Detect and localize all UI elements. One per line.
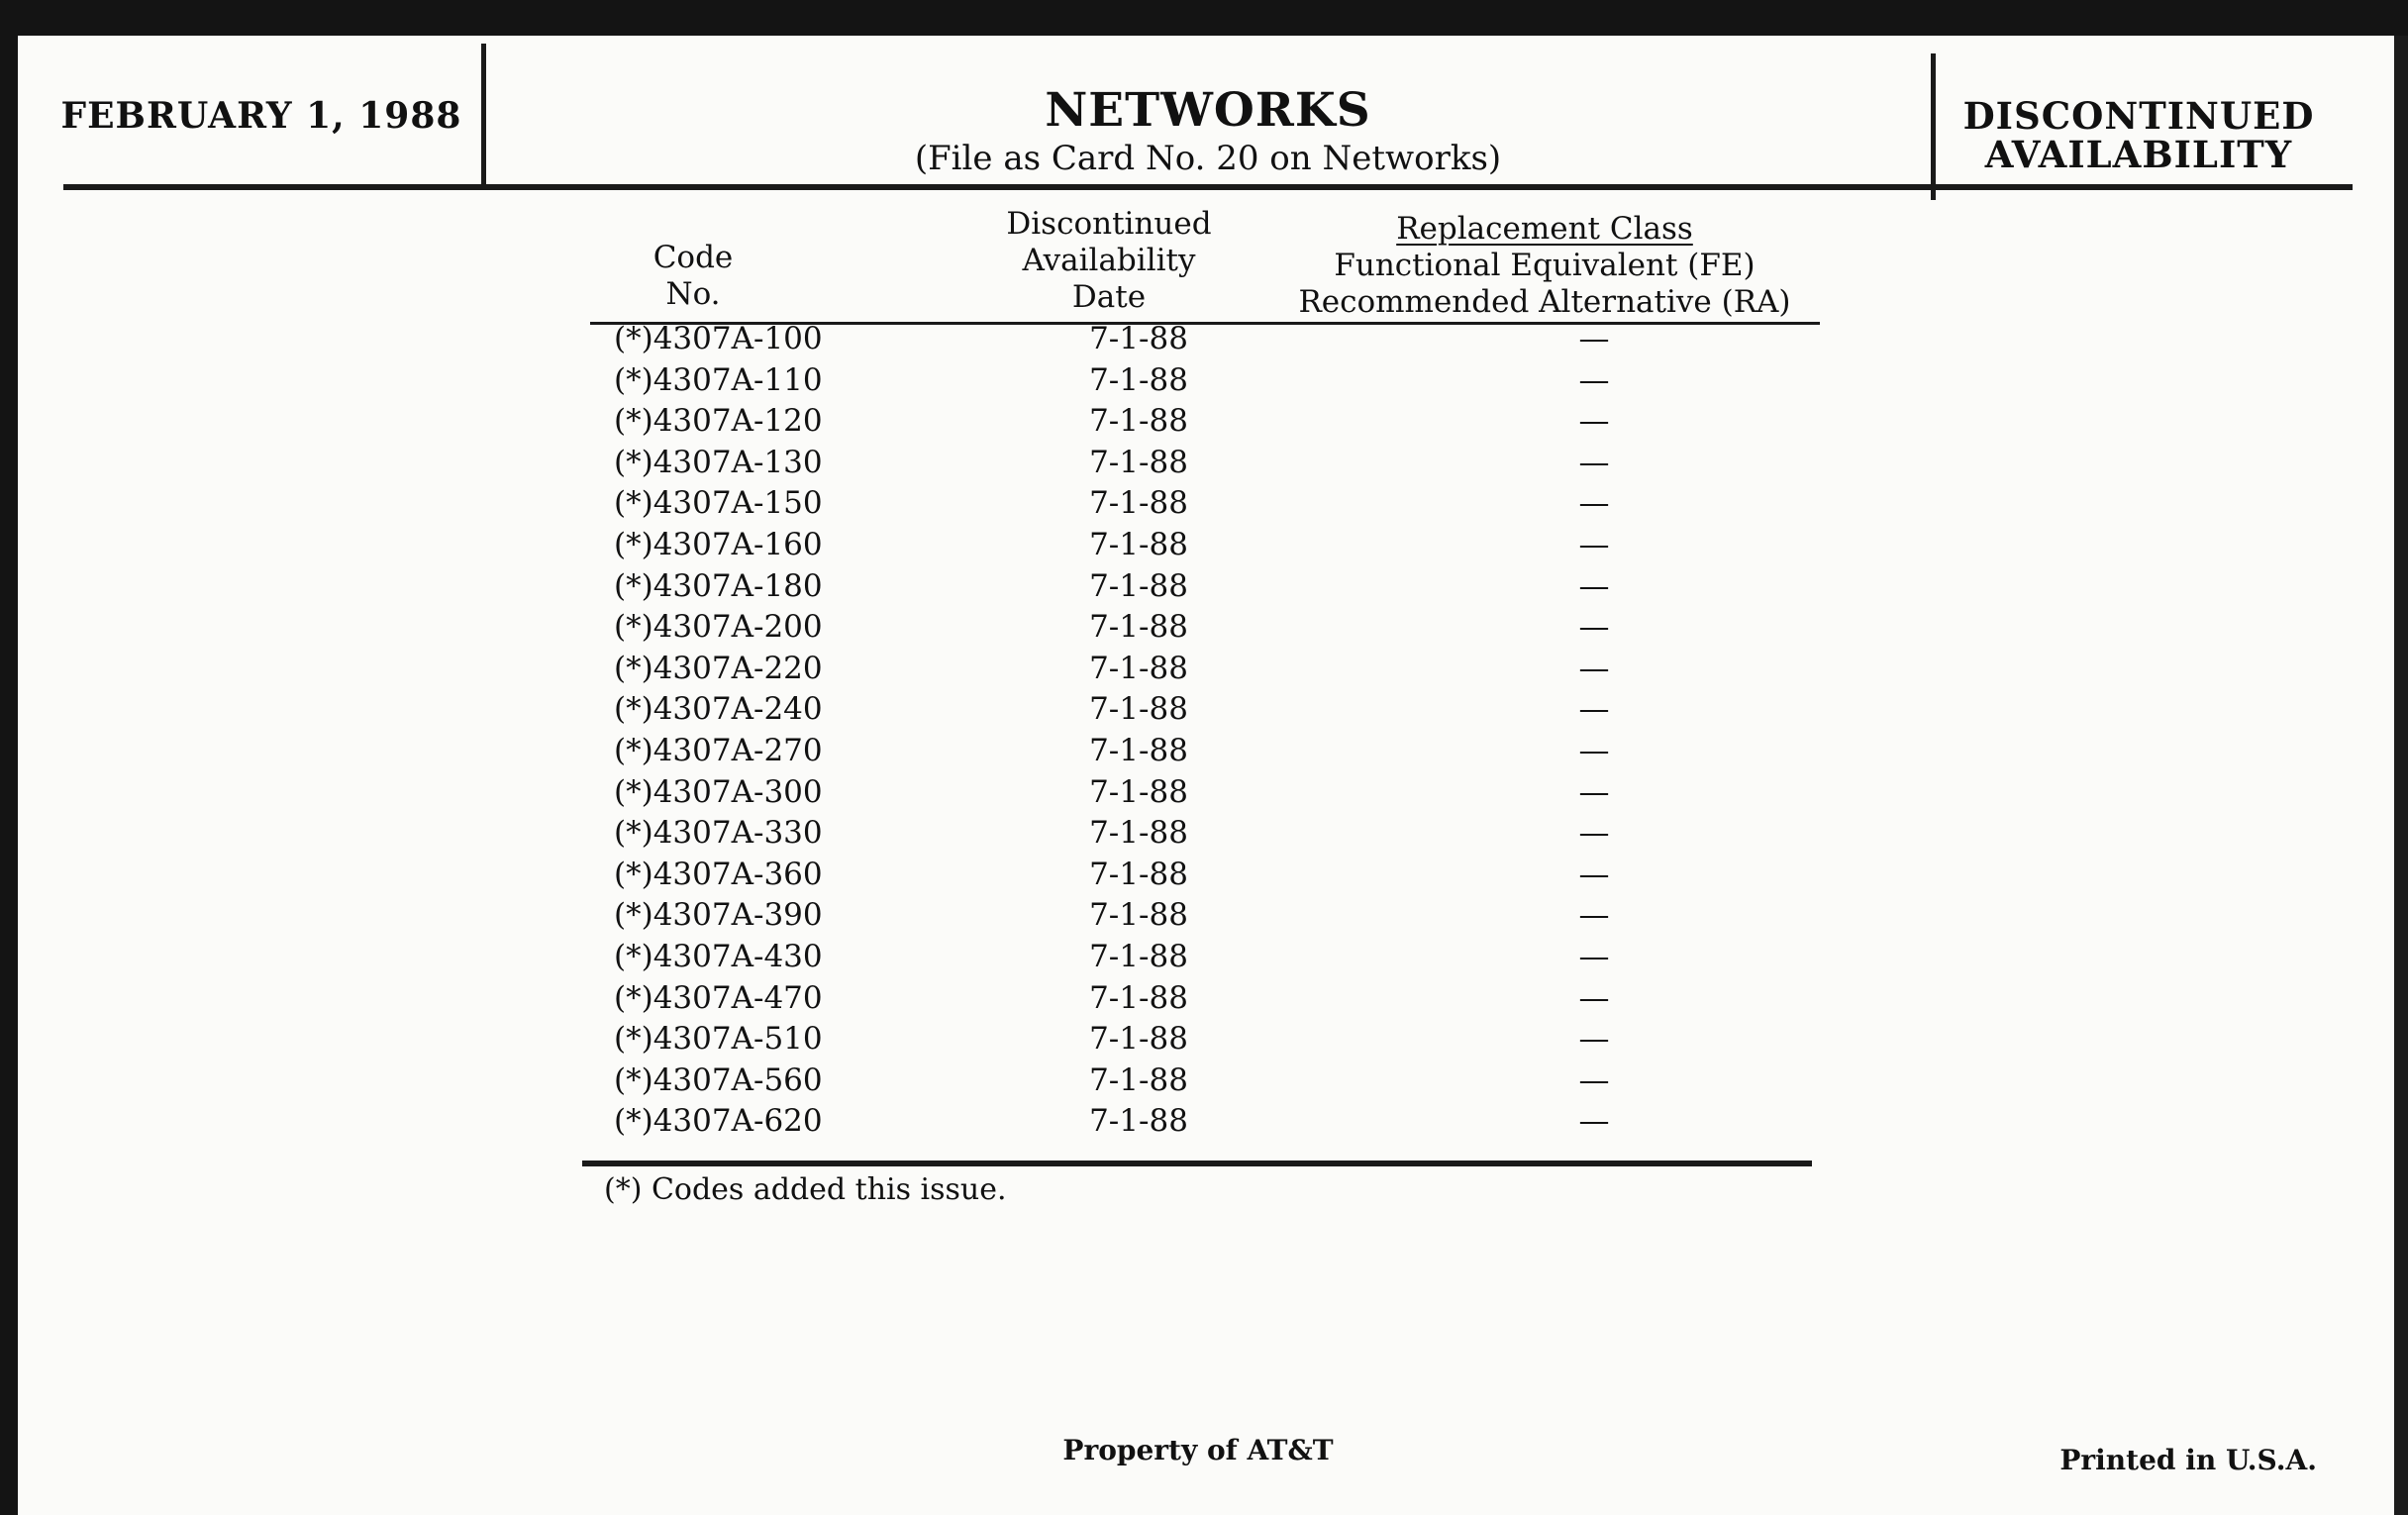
table-row: [584, 813, 1822, 855]
card-edge-shadow: [2394, 36, 2408, 1515]
code-cell: (*)4307A-270: [614, 732, 823, 768]
column-header-date: [951, 206, 1267, 316]
code-cell: (*)4307A-390: [614, 897, 823, 934]
page-subtitle: (File as Card No. 20 on Networks): [914, 139, 1502, 178]
table-row: [584, 1060, 1822, 1102]
code-cell: (*)4307A-300: [614, 773, 823, 810]
footer-property: Property of AT&T: [1062, 1434, 1334, 1466]
table-row: [584, 566, 1822, 608]
column-header-code-line2: No.: [665, 276, 721, 312]
table-row: [584, 319, 1822, 360]
section-label-line1: DISCONTINUED: [1962, 94, 2315, 138]
replacement-cell: —: [1578, 1103, 1610, 1140]
replacement-cell: —: [1578, 444, 1610, 480]
column-header-replacement-line1: Replacement Class: [1396, 211, 1693, 247]
replacement-cell: —: [1578, 1021, 1610, 1058]
replacement-cell: —: [1578, 897, 1610, 934]
table-row: [584, 443, 1822, 484]
date-cell: 7-1-88: [1089, 444, 1188, 480]
date-cell: 7-1-88: [1089, 897, 1188, 934]
date-cell: 7-1-88: [1089, 1103, 1188, 1140]
header-divider-right: [1931, 53, 1936, 200]
header-bottom-rule: [63, 184, 2353, 190]
table-row: [584, 978, 1822, 1020]
footer-printed: Printed in U.S.A.: [2059, 1444, 2317, 1476]
code-cell: (*)4307A-220: [614, 650, 823, 686]
code-cell: (*)4307A-620: [614, 1103, 823, 1140]
replacement-cell: —: [1578, 979, 1610, 1016]
header-divider-left: [481, 44, 486, 188]
date-cell: 7-1-88: [1089, 361, 1188, 398]
replacement-cell: —: [1578, 321, 1610, 356]
replacement-cell: —: [1578, 1061, 1610, 1098]
replacement-cell: —: [1578, 403, 1610, 440]
replacement-cell: —: [1578, 856, 1610, 892]
column-header-code-line1: Code: [652, 240, 734, 275]
date-cell: 7-1-88: [1089, 1021, 1188, 1058]
date-cell: 7-1-88: [1089, 773, 1188, 810]
table-row: [584, 731, 1822, 772]
column-header-replacement-line2: Functional Equivalent (FE): [1334, 248, 1756, 283]
date-cell: 7-1-88: [1089, 691, 1188, 728]
replacement-cell: —: [1578, 732, 1610, 768]
page-title: NETWORKS: [1045, 83, 1371, 138]
date-cell: 7-1-88: [1089, 567, 1188, 604]
column-header-replacement-line3: Recommended Alternative (RA): [1298, 284, 1791, 320]
title-block: [505, 83, 1911, 178]
date-cell: 7-1-88: [1089, 815, 1188, 852]
table-row: [584, 1019, 1822, 1060]
replacement-cell: —: [1578, 815, 1610, 852]
table-row: [584, 772, 1822, 814]
table-row: [584, 689, 1822, 731]
date-cell: 7-1-88: [1089, 403, 1188, 440]
table-row: [584, 1101, 1822, 1143]
date-cell: 7-1-88: [1089, 609, 1188, 646]
code-cell: (*)4307A-330: [614, 815, 823, 852]
code-cell: (*)4307A-100: [614, 321, 823, 356]
code-cell: (*)4307A-200: [614, 609, 823, 646]
date-cell: 7-1-88: [1089, 650, 1188, 686]
column-header-date-line2: Availability: [1022, 243, 1196, 278]
code-cell: (*)4307A-430: [614, 938, 823, 974]
code-cell: (*)4307A-160: [614, 526, 823, 562]
column-header-date-line1: Discontinued: [1006, 206, 1212, 242]
code-cell: (*)4307A-560: [614, 1061, 823, 1098]
date-cell: 7-1-88: [1089, 526, 1188, 562]
replacement-cell: —: [1578, 650, 1610, 686]
code-cell: (*)4307A-110: [614, 361, 823, 398]
code-cell: (*)4307A-360: [614, 856, 823, 892]
code-cell: (*)4307A-150: [614, 485, 823, 522]
footnote: (*) Codes added this issue.: [604, 1172, 1007, 1207]
table-row: [584, 937, 1822, 978]
section-label-line2: AVAILABILITY: [1984, 133, 2293, 176]
replacement-cell: —: [1578, 938, 1610, 974]
table-row: [584, 607, 1822, 649]
replacement-cell: —: [1578, 773, 1610, 810]
column-header-replacement: [1287, 211, 1802, 321]
code-cell: (*)4307A-240: [614, 691, 823, 728]
table-row: [584, 401, 1822, 443]
replacement-cell: —: [1578, 361, 1610, 398]
code-cell: (*)4307A-510: [614, 1021, 823, 1058]
issue-date: FEBRUARY 1, 1988: [60, 95, 462, 137]
date-cell: 7-1-88: [1089, 979, 1188, 1016]
replacement-cell: —: [1578, 609, 1610, 646]
date-cell: 7-1-88: [1089, 856, 1188, 892]
table-row: [584, 895, 1822, 937]
replacement-cell: —: [1578, 567, 1610, 604]
date-cell: 7-1-88: [1089, 732, 1188, 768]
table-row: [584, 360, 1822, 402]
replacement-cell: —: [1578, 691, 1610, 728]
table-row: [584, 483, 1822, 525]
code-cell: (*)4307A-120: [614, 403, 823, 440]
replacement-cell: —: [1578, 526, 1610, 562]
table-row: [584, 855, 1822, 896]
date-cell: 7-1-88: [1089, 938, 1188, 974]
date-cell: 7-1-88: [1089, 1061, 1188, 1098]
column-header-date-line3: Date: [1071, 279, 1147, 315]
code-cell: (*)4307A-180: [614, 567, 823, 604]
section-label: [1941, 94, 2337, 176]
table-bottom-rule: [582, 1161, 1812, 1166]
column-header-code: [614, 240, 772, 313]
table-body: [584, 319, 1822, 1143]
date-cell: 7-1-88: [1089, 485, 1188, 522]
table-row: [584, 649, 1822, 690]
replacement-cell: —: [1578, 485, 1610, 522]
code-cell: (*)4307A-470: [614, 979, 823, 1016]
date-cell: 7-1-88: [1089, 321, 1188, 356]
code-cell: (*)4307A-130: [614, 444, 823, 480]
table-row: [584, 525, 1822, 566]
